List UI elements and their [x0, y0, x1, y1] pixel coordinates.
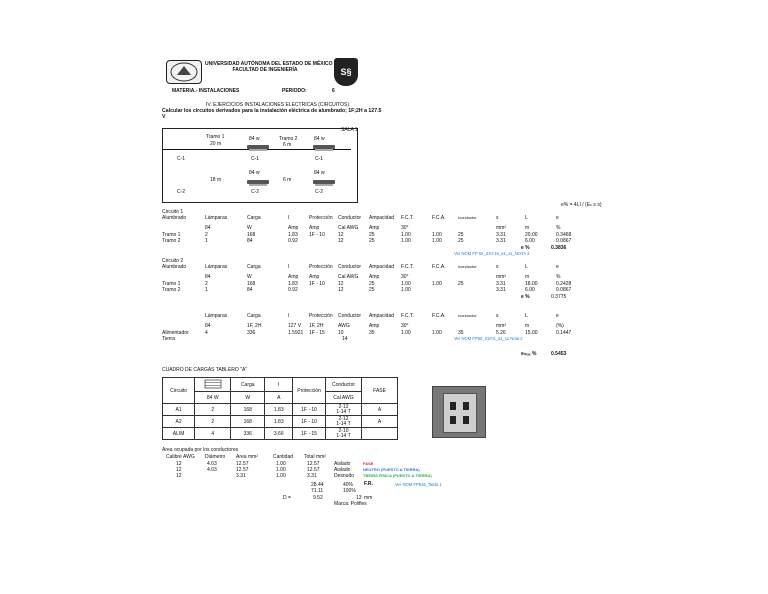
cuadro-row — [163, 428, 398, 440]
column-unit: m — [525, 274, 530, 280]
column-header: F.C.A. — [432, 264, 446, 270]
table-cell: 12 — [338, 232, 344, 238]
table-cell: 15.00 — [525, 330, 538, 336]
area-cell: 3.31 — [236, 473, 246, 479]
area-pct-40: 40% — [343, 482, 354, 488]
area-header: Area mm² — [236, 454, 258, 460]
column-unit: 127 V — [288, 323, 302, 329]
area-d-mm: 13 — [356, 495, 362, 501]
area-cell: 12 — [176, 461, 182, 467]
column-header: Ampacidad — [369, 313, 395, 319]
column-header: Lámparas — [205, 264, 228, 270]
table-cell: 35 — [369, 330, 375, 336]
table-cell: 0.2428 — [556, 281, 572, 287]
cuadro-col-circuito: Circuito — [163, 378, 195, 404]
column-header: s — [496, 264, 499, 270]
cuadro-cond-b: 1-14 T — [336, 420, 351, 427]
column-header: F.C.T. — [401, 264, 414, 270]
area-header: Diámetro — [205, 454, 226, 460]
table-cell: 1 — [205, 238, 208, 244]
cuadro-lamparas: 2 — [195, 404, 231, 416]
cuadro-proteccion: 1F - 10 — [293, 416, 326, 428]
circuito1-e-total: 0.3836 — [551, 245, 567, 251]
column-unit: mm² — [496, 323, 506, 329]
column-header: Iconductor — [458, 264, 477, 269]
column-unit: Amp — [369, 323, 380, 329]
cuadro-col-conductor: Conductor — [325, 378, 361, 392]
periodo-label: PERIODO: — [282, 88, 307, 94]
table-cell: 1.83 — [288, 232, 298, 238]
cuadro-carga: 168 — [231, 416, 265, 428]
cuadro-conductor — [325, 404, 361, 416]
table-cell: 0.1447 — [556, 330, 572, 336]
salida-label: SALA 1 — [341, 127, 358, 133]
circuit-label-c1-c: C-1 — [315, 156, 324, 162]
cuadro-cond-b: 1-14 T — [336, 432, 351, 439]
column-header: L — [525, 215, 528, 221]
table-cell: 0.3468 — [556, 232, 572, 238]
cuadro-conductor — [325, 428, 361, 440]
table-cell: 12 — [338, 281, 344, 287]
periodo-value: 6 — [332, 88, 335, 94]
instruction-line-2: V — [162, 114, 166, 120]
cuadro-col-i-unit: A — [265, 392, 293, 404]
table-cell: 12 — [338, 238, 344, 244]
column-unit: W — [247, 274, 252, 280]
area-d-value: 9.52 — [313, 495, 323, 501]
table-cell: 336 — [247, 330, 256, 336]
column-unit: Amp — [288, 274, 299, 280]
table-cell: 3.31 — [496, 238, 506, 244]
column-header: Conductor — [338, 264, 362, 270]
table-cell: Tramo 1 — [162, 281, 181, 287]
lamp3-watts: 84 w — [249, 170, 260, 176]
column-unit: 84 — [205, 225, 211, 231]
cuadro-col-conductor-unit: Cal AWG — [325, 392, 361, 404]
circuit-label-c1-b: C-1 — [251, 156, 260, 162]
column-unit: m — [525, 323, 530, 329]
lamp2-watts: 84 w — [314, 136, 325, 142]
area-header: Total mm² — [304, 454, 326, 460]
table-cell: 20.00 — [525, 232, 538, 238]
tierra-value: 14 — [342, 336, 348, 342]
tramo3-length: 18 m — [210, 177, 222, 183]
materia-label: MATERIA.- INSTALACIONES — [172, 88, 240, 94]
lamp4-watts: 84 w — [314, 170, 325, 176]
column-unit: 84 — [205, 274, 211, 280]
table-cell: 25 — [458, 238, 464, 244]
area-conductor-type: NEUTRO (PUESTO A TIERRA) — [363, 467, 420, 472]
seal-glyph: S§ — [340, 67, 352, 77]
cuadro-cargas-table — [162, 377, 398, 440]
table-cell: Tramo 2 — [162, 287, 181, 293]
column-header: Ampacidad — [369, 215, 395, 221]
faculty-seal — [334, 58, 358, 86]
column-unit: % — [556, 225, 561, 231]
column-unit: AWG — [338, 323, 350, 329]
area-cell: 12 — [176, 467, 182, 473]
cuadro-conductor — [325, 416, 361, 428]
table-cell: 0.0867 — [556, 287, 572, 293]
column-header: Iconductor — [458, 215, 477, 220]
section-title: IV. EJERCICIOS INSTALACIONES ELECTRICAS (CIRCUITOS). — [206, 102, 351, 108]
voltage-drop-formula: e% = 4LI / (Eₙ s s) — [561, 202, 602, 208]
column-header: F.C.T. — [401, 313, 414, 319]
column-unit: Amp — [309, 225, 320, 231]
cuadro-circuito: ALIM — [163, 428, 195, 440]
table-cell: 1F - 10 — [309, 232, 325, 238]
area-cell: 12.57 — [236, 467, 249, 473]
tierra-label: Tierra — [162, 336, 175, 342]
lighting-diagram — [162, 128, 358, 203]
breaker-icon — [463, 416, 469, 424]
column-header: s — [496, 215, 499, 221]
table-cell: 2 — [205, 232, 208, 238]
column-unit: % — [556, 274, 561, 280]
table-cell: 1.00 — [432, 281, 442, 287]
table-cell: 25 — [458, 281, 464, 287]
column-header: Carga — [247, 313, 261, 319]
lamp-fixture-4 — [313, 180, 335, 184]
column-unit: mm² — [496, 274, 506, 280]
column-unit: Amp — [369, 225, 380, 231]
area-total-100: 71.11 — [311, 488, 324, 494]
area-sum: 28.44 — [311, 482, 324, 488]
table-cell: 3.31 — [496, 281, 506, 287]
faculty-name: FACULTAD DE INGENIERÍA — [232, 67, 298, 73]
tramo2-length: 6 m — [283, 142, 292, 148]
emax-label: eₘₐₓ % — [521, 351, 537, 357]
table-cell: 0.92 — [288, 287, 298, 293]
column-header: Protección — [309, 313, 333, 319]
circuit-label-c2-c: C-2 — [315, 189, 324, 195]
column-header: Conductor — [338, 215, 362, 221]
column-header: Lámparas — [205, 215, 228, 221]
circuit-label-c1-a: C-1 — [177, 156, 186, 162]
table-cell: 6.00 — [525, 287, 535, 293]
instruction-line-1: Calcular los circuitos derivados para la instalación eléctrica de alumbrado; 1F;2H a 127.5 — [162, 108, 382, 114]
table-cell: 25 — [369, 238, 375, 244]
column-header: Ampacidad — [369, 264, 395, 270]
area-cell: 12.57 — [307, 467, 320, 473]
cuadro-lamparas: 4 — [195, 428, 231, 440]
cuadro-row — [163, 416, 398, 428]
table-cell: 168 — [247, 281, 256, 287]
cuadro-col-lamp-icon — [195, 378, 231, 392]
column-header: Alumbrado — [162, 215, 187, 221]
column-header: I — [288, 264, 290, 270]
table-cell: 1F - 10 — [309, 281, 325, 287]
logo-emblem-icon — [167, 61, 201, 83]
alimentador-note: Ver NOM FP60_310-5_a1_11 Nota 2 — [454, 336, 523, 341]
table-cell: 18.00 — [525, 281, 538, 287]
column-unit: m — [525, 225, 530, 231]
cuadro-col-proteccion: Protección — [293, 378, 326, 404]
column-unit: 1F, 2H — [309, 323, 324, 329]
table-cell: 25 — [369, 232, 375, 238]
cuadro-proteccion: 1F - 10 — [293, 404, 326, 416]
area-cell: 3.31 — [307, 473, 317, 479]
column-header: F.C.A. — [432, 215, 446, 221]
column-header: s — [496, 313, 499, 319]
column-header: Iconductor — [458, 313, 477, 318]
column-unit: Amp — [288, 225, 299, 231]
circuito2-e-label: e % — [521, 294, 530, 300]
cuadro-i: 1.83 — [265, 404, 293, 416]
panel-door — [443, 393, 477, 433]
breaker-icon — [450, 402, 456, 410]
lamp-fixture-1 — [247, 145, 269, 149]
area-fr-label: F.R. — [364, 481, 373, 487]
electrical-panel-image — [432, 386, 486, 438]
cuadro-lamparas: 2 — [195, 416, 231, 428]
area-pct-100: 100% — [343, 488, 356, 494]
area-marca: Marca: Polifles — [334, 501, 367, 507]
table-cell: 1.00 — [432, 232, 442, 238]
table-cell: 84 — [247, 287, 253, 293]
area-header: Calibre AWG — [166, 454, 195, 460]
tramo1-length: 20 m — [210, 141, 222, 147]
table-cell: 168 — [247, 232, 256, 238]
cuadro-carga: 168 — [231, 404, 265, 416]
cuadro-circuito: A2 — [163, 416, 195, 428]
table-cell: 2 — [205, 281, 208, 287]
column-unit: 30° — [401, 274, 409, 280]
area-header: Cantidad — [273, 454, 294, 460]
area-cell: 4.03 — [207, 461, 217, 467]
table-cell: 1.00 — [401, 287, 411, 293]
table-cell: 6.00 — [525, 238, 535, 244]
table-cell: 0.92 — [288, 238, 298, 244]
cuadro-cond-b: 1-14 T — [336, 408, 351, 415]
circuito2-e-total: 0.3775 — [551, 294, 567, 300]
cuadro-title: CUADRO DE CARGAS TABLERO "A" — [162, 367, 248, 373]
table-cell: 3.31 — [496, 287, 506, 293]
area-insulation: Aislado — [334, 467, 351, 473]
circuito1-note: Ver NOM FP 62_310-16_a1_11_NOTA 3 — [454, 251, 530, 256]
table-cell: 1.00 — [432, 238, 442, 244]
tramo2-label: Tramo 2 — [279, 136, 298, 142]
area-insulation: Aislado — [334, 461, 351, 467]
column-header: Lámparas — [205, 313, 228, 319]
cuadro-fase — [362, 428, 398, 440]
area-cell: 1.00 — [276, 467, 286, 473]
table-cell: 5.26 — [496, 330, 506, 336]
cuadro-col-carga-unit: W — [231, 392, 265, 404]
university-name: UNIVERSIDAD AUTÓNOMA DEL ESTADO DE MÉXICO — [205, 61, 333, 67]
cuadro-row — [163, 404, 398, 416]
table-cell: 12 — [338, 287, 344, 293]
table-cell: 1F - 15 — [309, 330, 325, 336]
area-cell: 1.00 — [276, 461, 286, 467]
area-d-label: D = — [283, 495, 291, 501]
tramo1-label: Tramo 1 — [206, 134, 225, 140]
circuit-label-c2-b: C-2 — [251, 189, 260, 195]
column-unit: 1F, 2H — [247, 323, 262, 329]
area-insulation: Desnudo — [334, 473, 355, 479]
table-cell: 25 — [369, 281, 375, 287]
table-cell: 1.00 — [432, 330, 442, 336]
university-logo — [166, 60, 202, 84]
area-conductor-type: TIERRA FÍSICA (PUESTO A TIERRA) — [363, 473, 432, 478]
table-cell: 10 — [338, 330, 344, 336]
column-unit: Amp — [309, 274, 320, 280]
breaker-icon — [450, 416, 456, 424]
table-cell: 1 — [205, 287, 208, 293]
column-header: I — [288, 215, 290, 221]
table-cell: 84 — [247, 238, 253, 244]
cuadro-fase: A — [362, 404, 398, 416]
area-fr-note: Ver NOM FP815_Tabla 1 — [395, 482, 442, 487]
table-cell: 3.31 — [496, 232, 506, 238]
column-header: L — [525, 313, 528, 319]
circuito1-title: Circuito 1 — [162, 209, 184, 215]
lamp-fixture-3 — [247, 180, 269, 184]
lamp-symbol-icon — [204, 379, 222, 389]
cuadro-col-i: I — [265, 378, 293, 392]
column-unit: W — [247, 225, 252, 231]
cuadro-i: 1.83 — [265, 416, 293, 428]
emax-value: 0.5453 — [551, 351, 567, 357]
area-cell: 12 — [176, 473, 182, 479]
column-unit: 30° — [401, 225, 409, 231]
area-d-unit: mm — [364, 495, 373, 501]
area-cell: 12.57 — [236, 461, 249, 467]
column-header: L — [525, 264, 528, 270]
circuito1-e-label: e % — [521, 245, 530, 251]
table-cell: 1.5921 — [288, 330, 304, 336]
table-cell: Tramo 2 — [162, 238, 181, 244]
column-header: Carga — [247, 215, 261, 221]
column-unit: 30° — [401, 323, 409, 329]
column-unit: mm² — [496, 225, 506, 231]
column-header: e — [556, 215, 559, 221]
column-unit: (%) — [556, 323, 564, 329]
cuadro-proteccion: 1F - 15 — [293, 428, 326, 440]
column-header: Protección — [309, 215, 333, 221]
column-header: e — [556, 313, 559, 319]
table-cell: Tramo 1 — [162, 232, 181, 238]
tramo4-length: 6 m — [283, 177, 292, 183]
table-cell: 25 — [369, 287, 375, 293]
table-cell: 25 — [458, 232, 464, 238]
cuadro-cond-a: 2-12 — [338, 403, 349, 410]
area-cell: 4.03 — [207, 467, 217, 473]
table-cell: 35 — [458, 330, 464, 336]
cuadro-i: 3.66 — [265, 428, 293, 440]
cuadro-fase: A — [362, 416, 398, 428]
column-header: Conductor — [338, 313, 362, 319]
table-cell: 1.83 — [288, 281, 298, 287]
table-cell: 4 — [205, 330, 208, 336]
table-cell: 1.00 — [401, 238, 411, 244]
cuadro-col-fase: FASE — [362, 378, 398, 404]
area-cell: 1.00 — [276, 473, 286, 479]
area-cell: 12.57 — [307, 461, 320, 467]
column-header: Carga — [247, 264, 261, 270]
column-header: Alumbrado — [162, 264, 187, 270]
circuito2-title: Circuito 2 — [162, 258, 184, 264]
column-header: Protección — [309, 264, 333, 270]
table-cell: 1.00 — [401, 281, 411, 287]
cuadro-col-lamp-unit: 84 W — [195, 392, 231, 404]
breaker-icon — [463, 402, 469, 410]
table-cell: Alimentador — [162, 330, 189, 336]
table-cell: 1.00 — [401, 330, 411, 336]
column-unit: Amp — [369, 274, 380, 280]
circuit-label-c2-a: C-2 — [177, 189, 186, 195]
column-header: I — [288, 313, 290, 319]
cuadro-col-carga: Carga — [231, 378, 265, 392]
cuadro-circuito: A1 — [163, 404, 195, 416]
area-title: Area ocupada por los conductores — [162, 447, 239, 453]
cuadro-carga: 336 — [231, 428, 265, 440]
column-header: e — [556, 264, 559, 270]
column-header: F.C.T. — [401, 215, 414, 221]
table-cell: 0.0867 — [556, 238, 572, 244]
table-cell: 1.00 — [401, 232, 411, 238]
lamp1-watts: 84 w — [249, 136, 260, 142]
column-unit: Cal AWG — [338, 225, 359, 231]
cuadro-cond-a: 2-10 — [338, 427, 349, 434]
column-unit: 84 — [205, 323, 211, 329]
area-conductor-type: FASE — [363, 461, 374, 466]
lamp-fixture-2 — [313, 145, 335, 149]
column-header: F.C.A. — [432, 313, 446, 319]
column-unit: Cal AWG — [338, 274, 359, 280]
cuadro-cond-a: 2-12 — [338, 415, 349, 422]
